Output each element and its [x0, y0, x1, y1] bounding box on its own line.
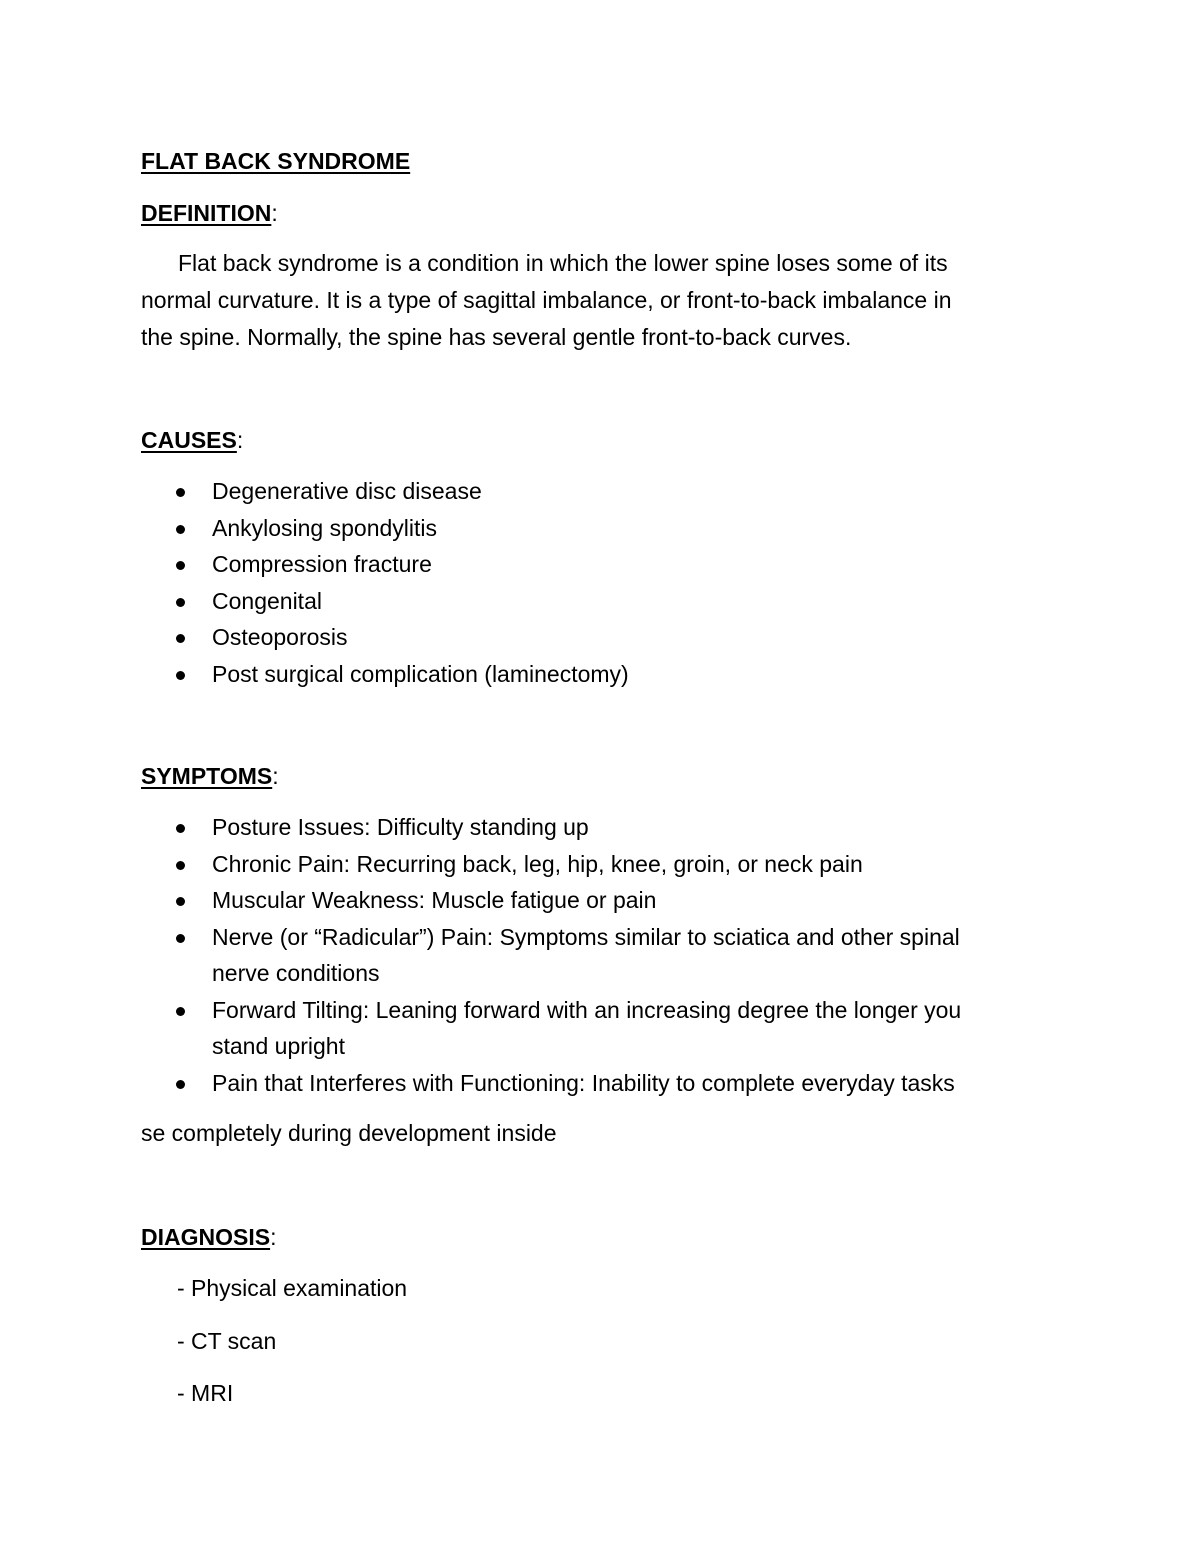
document-title [141, 143, 410, 179]
bullet-icon [176, 1007, 185, 1016]
list-item [141, 656, 629, 693]
cause-item-label: Post surgical complication (laminectomy) [212, 660, 629, 687]
diagnosis-item: - CT scan [177, 1328, 277, 1354]
list-item [141, 846, 961, 883]
bullet-icon [176, 561, 185, 570]
list-item [141, 510, 629, 547]
bullet-icon [176, 525, 185, 534]
list-item [141, 583, 629, 620]
symptom-item-continuation: nerve conditions [212, 960, 380, 986]
bullet-icon [176, 897, 185, 906]
symptoms-heading [141, 758, 279, 794]
bullet-icon [176, 1080, 185, 1089]
cause-item-label: Compression fracture [212, 551, 432, 577]
bullet-icon [176, 824, 185, 833]
bullet-icon [176, 934, 185, 943]
symptom-item-label: Posture Issues: Difficulty standing up [212, 814, 589, 840]
list-item [141, 919, 961, 992]
bullet-icon [176, 634, 185, 643]
cause-item-label: Osteoporosis [212, 624, 348, 650]
definition-line-1: Flat back syndrome is a condition in which the lower spine loses some of its [178, 250, 948, 276]
list-item [141, 1065, 961, 1102]
list-item [141, 546, 629, 583]
diagnosis-heading-colon: : [270, 1224, 277, 1250]
list-item [141, 809, 961, 846]
symptoms-list [141, 809, 961, 1101]
symptom-item-label: Nerve (or “Radicular”) Pain: Symptoms similar to sciatica and other spinal [212, 923, 960, 950]
definition-heading [141, 195, 278, 231]
symptom-item-label: Muscular Weakness: Muscle fatigue or pain [212, 887, 657, 913]
symptom-item-label: Chronic Pain: Recurring back, leg, hip, knee, groin, or neck pain [212, 850, 863, 877]
definition-line-3: the spine. Normally, the spine has several gentle front-to-back curves. [141, 324, 852, 350]
symptoms-heading-colon: : [272, 763, 279, 789]
symptom-item-label: Forward Tilting: Leaning forward with an increasing degree the longer you [212, 996, 962, 1023]
stray-text: se completely during development inside [141, 1120, 557, 1146]
bullet-icon [176, 671, 185, 680]
bullet-icon [176, 598, 185, 607]
diagnosis-heading-text: DIAGNOSIS [141, 1224, 271, 1250]
document-title-text: FLAT BACK SYNDROME [141, 148, 411, 174]
diagnosis-item: - MRI [177, 1380, 234, 1406]
cause-item-label: Degenerative disc disease [212, 478, 482, 504]
list-item [141, 992, 961, 1065]
list-item [141, 619, 629, 656]
causes-heading [141, 422, 243, 458]
definition-paragraph [141, 245, 1046, 356]
causes-heading-colon: : [236, 427, 244, 453]
definition-heading-colon: : [271, 200, 278, 226]
symptom-item-continuation: stand upright [212, 1033, 345, 1059]
symptom-item-label: Pain that Interferes with Functioning: Inability to complete everyday tasks [212, 1069, 955, 1096]
cause-item-label: Ankylosing spondylitis [212, 514, 438, 541]
causes-heading-text: CAUSES [141, 427, 237, 453]
list-item [141, 473, 629, 510]
definition-line-2: normal curvature. It is a type of sagittal imbalance, or front-to-back imbalance in [141, 287, 952, 313]
definition-heading-text: DEFINITION [141, 200, 272, 226]
causes-list [141, 473, 629, 692]
diagnosis-item: - Physical examination [177, 1275, 408, 1301]
bullet-icon [176, 861, 185, 870]
cause-item-label: Congenital [212, 587, 322, 614]
diagnosis-heading [141, 1219, 276, 1255]
list-item [141, 882, 961, 919]
symptoms-heading-text: SYMPTOMS [141, 763, 273, 789]
bullet-icon [176, 488, 185, 497]
